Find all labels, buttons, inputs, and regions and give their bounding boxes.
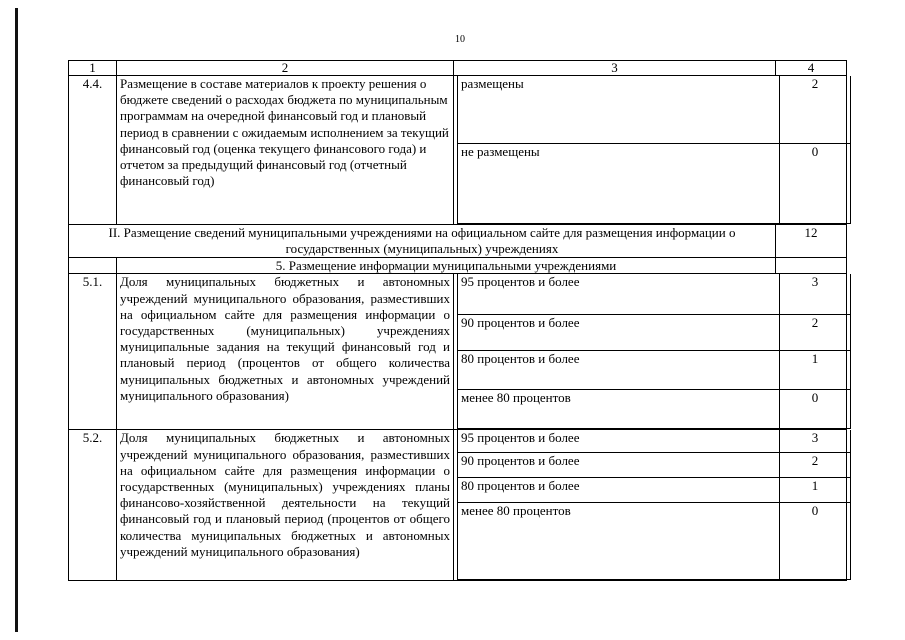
section-5-row: [69, 258, 847, 274]
option-score: 1: [780, 351, 851, 390]
option-row: [458, 76, 851, 144]
page-edge-bar: [15, 8, 18, 632]
option-label: 95 процентов и более: [458, 274, 780, 315]
section-title: 5. Размещение информации муниципальными учреждениями: [117, 258, 776, 274]
option-label: 90 процентов и более: [458, 453, 780, 478]
header-col-4: 4: [776, 61, 847, 76]
row-number: 4.4.: [69, 76, 117, 225]
option-score: 0: [780, 144, 851, 224]
option-score: 0: [780, 503, 851, 580]
header-row: [69, 61, 847, 76]
option-score: 2: [780, 315, 851, 351]
options-table: [457, 76, 851, 224]
option-score: 2: [780, 453, 851, 478]
options-cell: [454, 76, 847, 225]
section-title: II. Размещение сведений муниципальными учреждениями на официальном сайте для размещения информации о государственных (муниципальных) учреждениях: [69, 225, 776, 258]
row-description: Размещение в составе материалов к проекту решения о бюджете сведений о расходах бюджета по муниципальным программам на очередной финансовый год и плановый период в сравнении с ожидаемым исполнением за текущий финансовый год (оценка текущего финансового года) и отчетом за предыдущий финансовый год (отчетный финансовый год): [117, 76, 454, 225]
options-table: [457, 274, 851, 429]
options-table: [457, 430, 851, 580]
option-row: [458, 430, 851, 453]
section-ii-row: [69, 225, 847, 258]
table-row-5-2: [69, 430, 847, 581]
option-label: размещены: [458, 76, 780, 144]
option-row: [458, 390, 851, 429]
option-row: [458, 274, 851, 315]
options-cell: [454, 274, 847, 430]
option-score: 3: [780, 274, 851, 315]
option-row: [458, 478, 851, 503]
option-score: 0: [780, 390, 851, 429]
option-row: [458, 453, 851, 478]
table-row-4-4: [69, 76, 847, 225]
row-number: 5.1.: [69, 274, 117, 430]
row-description: Доля муниципальных бюджетных и автономных учреждений муниципального образования, разместивших на официальном сайте для размещения информации о государственных (муниципальных) учреждениях муниципальные задания на текущий финансовый год и плановый период (процентов от общего количества муниципальных бюджетных и автономных учреждений муниципального образования): [117, 274, 454, 430]
option-label: 90 процентов и более: [458, 315, 780, 351]
table-row-5-1: [69, 274, 847, 430]
option-label: 80 процентов и более: [458, 351, 780, 390]
header-col-2: 2: [117, 61, 454, 76]
option-row: [458, 144, 851, 224]
option-label: 95 процентов и более: [458, 430, 780, 453]
page-number: 10: [455, 34, 465, 45]
row-description: Доля муниципальных бюджетных и автономных учреждений муниципального образования, разместивших на официальном сайте для размещения информации о государственных (муниципальных) учреждениях планы финансово-хозяйственной деятельности на текущий финансовый год и плановый период (процентов от общего количества муниципальных бюджетных и автономных учреждений муниципального образования): [117, 430, 454, 581]
option-label: менее 80 процентов: [458, 503, 780, 580]
options-cell: [454, 430, 847, 581]
option-label: не размещены: [458, 144, 780, 224]
empty-cell: [776, 258, 847, 274]
option-row: [458, 351, 851, 390]
row-number: 5.2.: [69, 430, 117, 581]
option-row: [458, 503, 851, 580]
option-score: 1: [780, 478, 851, 503]
option-score: 2: [780, 76, 851, 144]
option-score: 3: [780, 430, 851, 453]
criteria-table: [68, 60, 847, 581]
option-label: 80 процентов и более: [458, 478, 780, 503]
option-label: менее 80 процентов: [458, 390, 780, 429]
header-col-3: 3: [454, 61, 776, 76]
header-col-1: 1: [69, 61, 117, 76]
section-score: 12: [776, 225, 847, 258]
option-row: [458, 315, 851, 351]
empty-cell: [69, 258, 117, 274]
